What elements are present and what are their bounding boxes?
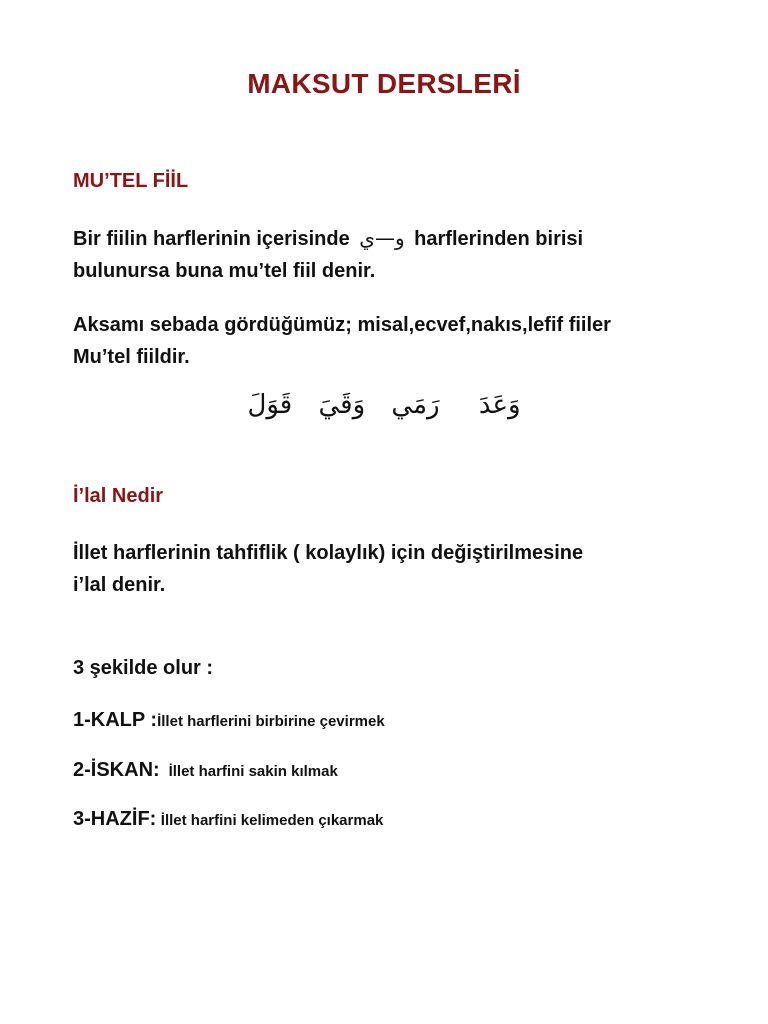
arabic-example-word: وَعَدَ: [478, 390, 521, 420]
arabic-example-word: وَقَيَ: [318, 390, 366, 420]
method-description: İllet harfini sakin kılmak: [168, 763, 338, 780]
definition-text-start: Bir fiilin harflerinin içerisinde: [73, 228, 350, 250]
arabic-examples-row: [0, 390, 768, 420]
method-description: İllet harflerini birbirine çevirmek: [157, 713, 385, 730]
types-text-line2: Mu’tel fiildir.: [73, 346, 190, 368]
arabic-example-word: قَوَلَ: [247, 390, 293, 420]
paragraph-ilal-definition: [73, 537, 713, 601]
method-description: İllet harfini kelimeden çıkarmak: [160, 812, 384, 829]
method-label: 2-İSKAN:: [73, 759, 160, 781]
method-item-hazif: [73, 808, 733, 831]
ilal-text-line1: İllet harflerinin tahfiflik ( kolaylık) için değiştirilmesine: [73, 542, 584, 564]
method-item-kalp: [73, 709, 733, 732]
document-title: MAKSUT DERSLERİ: [247, 68, 521, 99]
arabic-example-word: رَمَي: [391, 390, 440, 420]
section-heading-mutel-fiil: MU’TEL FİİL: [73, 170, 189, 192]
ways-intro: 3 şekilde olur :: [73, 657, 214, 679]
arabic-letters-inline: و—ي: [359, 226, 405, 250]
types-text-line1: Aksamı sebada gördüğümüz; misal,ecvef,nakıs,lefif fiiler: [73, 314, 611, 336]
method-label: 1-KALP :: [73, 709, 158, 731]
method-label: 3-HAZİF:: [73, 808, 157, 830]
method-item-iskan: [73, 759, 733, 782]
paragraph-mutel-types: [73, 309, 713, 373]
paragraph-mutel-definition: [73, 222, 713, 287]
definition-text-end: harflerinden birisi: [414, 228, 584, 250]
ilal-text-line2: i’lal denir.: [73, 574, 166, 596]
definition-text-line2: bulunursa buna mu’tel fiil denir.: [73, 260, 376, 282]
section-heading-ilal: İ’lal Nedir: [73, 485, 164, 507]
